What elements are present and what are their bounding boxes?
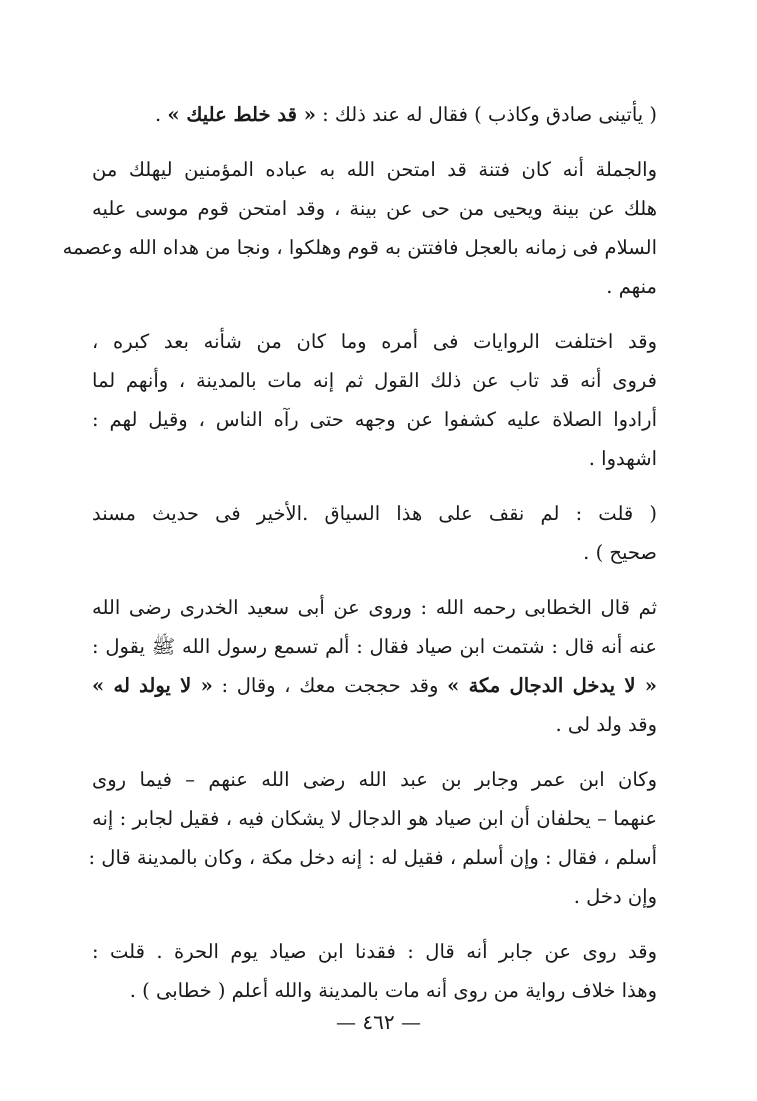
text-line: اشهدوا .	[588, 447, 657, 470]
paragraph-2	[62, 150, 657, 306]
text-line: وهذا خلاف رواية من روى أنه مات بالمدينة والله أعلم ( خطابى ) .	[129, 979, 657, 1002]
paragraph-6	[88, 760, 657, 916]
text-line: أرادوا الصلاة عليه كشفوا عن وجهه حتى رآه الناس ، وقيل لهم :	[92, 408, 657, 431]
paragraph-3	[92, 322, 657, 478]
text-line: عنه أنه قال : شتمت ابن صياد فقال : ألم تسمع رسول الله ﷺ يقول :	[92, 635, 657, 658]
text-line: وقد ولد لى .	[555, 713, 657, 736]
page-number: — ٤٦٢ —	[336, 1010, 421, 1034]
text-line: والجملة أنه كان فتنة قد امتحن الله به عباده المؤمنين ليهلك من	[92, 158, 657, 181]
paragraph-5	[92, 588, 657, 744]
text-line: ثم قال الخطابى رحمه الله : وروى عن أبى سعيد الخدرى رضى الله	[92, 596, 657, 619]
text-line: وقد اختلفت الروايات فى أمره وما كان من شأنه بعد كبره ،	[92, 330, 657, 353]
text-line: وكان ابن عمر وجابر بن عبد الله رضى الله عنهم – فيما روى	[92, 768, 657, 791]
text-line: أسلم ، فقال : وإن أسلم ، فقيل له : إنه دخل مكة ، وكان بالمدينة قال :	[88, 846, 657, 869]
text-line: ( يأتينى صادق وكاذب ) فقال له عند ذلك : « قد خلط عليك » .	[154, 103, 657, 126]
paragraph-4	[92, 494, 657, 572]
text-line: صحيح ) .	[583, 541, 657, 564]
text-line: وقد روى عن جابر أنه قال : فقدنا ابن صياد يوم الحرة . قلت :	[92, 940, 657, 963]
text-line: فروى أنه قد تاب عن ذلك القول ثم إنه مات بالمدينة ، وأنهم لما	[92, 369, 657, 392]
text-line: هلك عن بينة ويحيى من حى عن بينة ، وقد امتحن قوم موسى عليه	[92, 197, 657, 220]
paragraph-1	[92, 95, 657, 134]
text-line: « لا يدخل الدجال مكة » وقد حججت معك ، وقال : « لا يولد له »	[92, 674, 657, 697]
text-line: السلام فى زمانه بالعجل فافتتن به قوم وهلكوا ، ونجا من هداه الله وعصمه	[62, 236, 657, 259]
quoted-phrase: « لا يولد له »	[92, 674, 213, 697]
text-line: منهم .	[606, 275, 657, 298]
text-line: ( قلت : لم نقف على هذا السياق .الأخير فى حديث مسند	[92, 502, 657, 525]
paragraph-7	[92, 932, 657, 1010]
text-line: عنهما – يحلفان أن ابن صياد هو الدجال لا يشكان فيه ، فقيل لجابر : إنه	[92, 807, 657, 830]
quoted-phrase: « لا يدخل الدجال مكة »	[447, 674, 657, 697]
text-line: وإن دخل .	[573, 885, 657, 908]
quoted-phrase: « قد خلط عليك »	[167, 103, 316, 126]
